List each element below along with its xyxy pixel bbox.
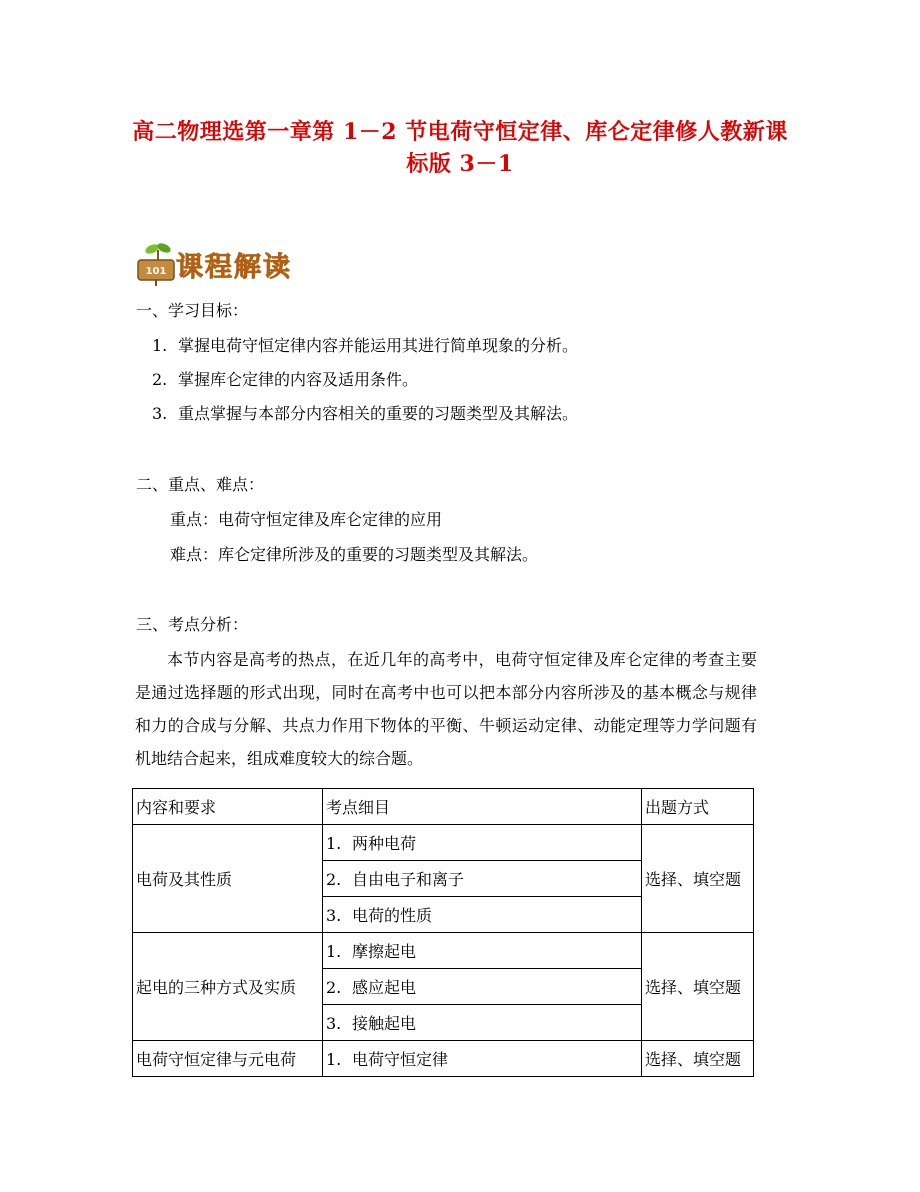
table-row: [133, 1041, 754, 1077]
course-interpretation-banner: [132, 240, 307, 288]
detail-cell: [323, 1005, 642, 1041]
detail-number: 3.: [326, 1014, 342, 1033]
detail-text: 摩擦起电: [352, 942, 417, 961]
detail-text: 自由电子和离子: [352, 870, 465, 889]
detail-number: 3.: [326, 906, 342, 925]
detail-cell: [323, 897, 642, 933]
section-3-heading: 三、考点分析：: [136, 615, 249, 634]
objective-item-3: [152, 402, 578, 426]
table-header-cell: 内容和要求: [133, 789, 323, 825]
section-1-heading: 一、学习目标：: [136, 301, 249, 320]
exam-points-table: [132, 788, 754, 1077]
objective-number: 3.: [152, 404, 168, 423]
table-header-row: [133, 789, 754, 825]
detail-cell: [323, 933, 642, 969]
objective-item-2: [152, 368, 418, 392]
table-row: [133, 933, 754, 969]
document-title-line-1: 高二物理选第一章第 1－2 节电荷守恒定律、库仑定律修人教新课: [132, 119, 788, 145]
table-header-cell: 出题方式: [642, 789, 754, 825]
exam-analysis-paragraph: 本节内容是高考的热点，在近几年的高考中，电荷守恒定律及库仑定律的考查主要是通过选择题的形式出现，同时在高考中也可以把本部分内容所涉及的基本概念与规律和力的合成与分解、共点力作用下物体的平衡、牛顿运动定律、动能定理等力学问题有机地结合起来，组成难度较大的综合题。: [135, 650, 757, 768]
topic-cell: 起电的三种方式及实质: [133, 933, 323, 1041]
banner-title: 课程解读: [176, 252, 292, 283]
objective-text: 掌握库仑定律的内容及适用条件。: [178, 370, 419, 389]
objective-number: 2.: [152, 370, 168, 389]
sprout-icon: [144, 241, 172, 262]
banner-badge-text: 101: [145, 266, 167, 277]
detail-number: 1.: [326, 1050, 342, 1069]
detail-text: 电荷的性质: [352, 906, 433, 925]
detail-text: 电荷守恒定律: [352, 1050, 449, 1069]
detail-number: 1.: [326, 834, 342, 853]
method-cell: 选择、填空题: [642, 1041, 754, 1077]
objective-text: 重点掌握与本部分内容相关的重要的习题类型及其解法。: [178, 404, 579, 423]
objective-text: 掌握电荷守恒定律内容并能运用其进行简单现象的分析。: [178, 336, 579, 355]
detail-number: 1.: [326, 942, 342, 961]
key-point-text: 重点：电荷守恒定律及库仑定律的应用: [170, 510, 443, 529]
objective-number: 1.: [152, 336, 168, 355]
detail-cell: [323, 969, 642, 1005]
wooden-sign-icon: [138, 260, 174, 286]
difficulty-text: 难点：库仑定律所涉及的重要的习题类型及其解法。: [170, 545, 539, 564]
method-cell: 选择、填空题: [642, 933, 754, 1041]
detail-number: 2.: [326, 978, 342, 997]
detail-cell: [323, 825, 642, 861]
table-row: [133, 825, 754, 861]
document-title-line-2: 标版 3－1: [406, 151, 514, 177]
detail-text: 接触起电: [352, 1014, 417, 1033]
detail-cell: [323, 1041, 642, 1077]
detail-cell: [323, 861, 642, 897]
method-cell: 选择、填空题: [642, 825, 754, 933]
topic-cell: 电荷及其性质: [133, 825, 323, 933]
detail-text: 感应起电: [352, 978, 417, 997]
topic-cell: 电荷守恒定律与元电荷: [133, 1041, 323, 1077]
section-2-heading: 二、重点、难点：: [136, 475, 265, 494]
detail-text: 两种电荷: [352, 834, 417, 853]
detail-number: 2.: [326, 870, 342, 889]
table-header-cell: 考点细目: [323, 789, 642, 825]
objective-item-1: [152, 334, 578, 358]
